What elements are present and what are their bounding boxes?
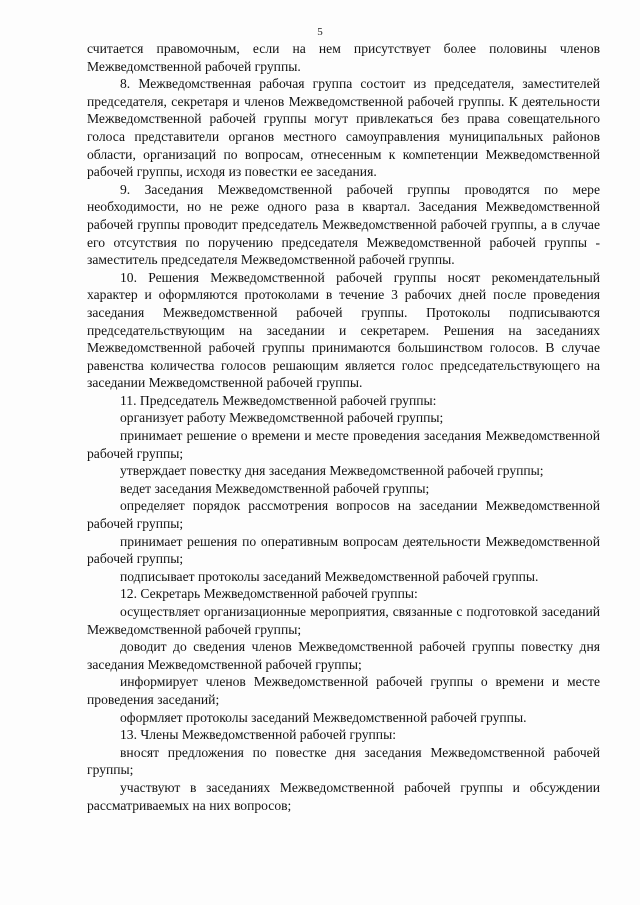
page-number: 5 [317, 26, 323, 38]
chair-duty-leads-meetings: ведет заседания Межведомственной рабочей группы; [120, 480, 430, 496]
secretary-duty-informs-agenda: доводит до сведения членов Межведомственной рабочей группы повестку дня заседания Межведомственной рабочей группы; [87, 639, 600, 672]
chair-duty-decides-time: принимает решение о времени и месте проведения заседания Межведомственной рабочей группы; [87, 428, 600, 461]
paragraph-continuation: считается правомочным, если на нем присутствует более половины членов Межведомственной рабочей группы. [87, 41, 600, 74]
member-duty-participates: участвуют в заседаниях Межведомственной рабочей группы и обсуждении рассматриваемых на них вопросов; [87, 779, 600, 813]
secretary-duty-protocols: оформляет протоколы заседаний Межведомственной рабочей группы. [120, 709, 527, 725]
paragraph-item-13-heading: 13. Члены Межведомственной рабочей группы: [120, 727, 396, 743]
paragraph-item-10: 10. Решения Межведомственной рабочей группы носят рекомендательный характер и оформляются протоколами в течение 3 рабочих дней после проведения заседания Межведомственной рабочей группы. Протоколы подписываются председательствующим на заседании и секретарем. Решения на заседаниях Межведомственной рабочей группы принимаются большинством голосов. В случае равенства количества голосов решающим является голос председательствующего на заседании Межведомственной рабочей группы. [87, 269, 600, 391]
chair-duty-approves-agenda: утверждает повестку дня заседания Межведомственной рабочей группы; [120, 463, 544, 479]
chair-duty-organizes: организует работу Межведомственной рабочей группы; [120, 410, 444, 426]
member-duty-proposals: вносят предложения по повестке дня заседания Межведомственной рабочей группы; [87, 744, 600, 778]
secretary-duty-organizes: осуществляет организационные мероприятия, связанные с подготовкой заседаний Межведомственной рабочей группы; [87, 604, 600, 637]
paragraph-item-9: 9. Заседания Межведомственной рабочей группы проводятся по мере необходимости, но не реже одного раза в квартал. Заседания Межведомственной рабочей группы проводит председатель Межведомственной рабочей группы, а в случае его отсутствия по поручению председателя Межведомственной рабочей группы - заместитель председателя Межведомственной рабочей группы. [87, 181, 600, 268]
chair-duty-signs-protocols: подписывает протоколы заседаний Межведомственной рабочей группы. [120, 568, 539, 584]
paragraph-item-12-heading: 12. Секретарь Межведомственной рабочей группы: [120, 586, 418, 602]
document-body [87, 40, 600, 814]
secretary-duty-informs-time: информирует членов Межведомственной рабочей группы о времени и месте проведения заседаний; [87, 674, 600, 707]
chair-duty-operational-decisions: принимает решения по оперативным вопросам деятельности Межведомственной рабочей группы; [87, 533, 600, 567]
paragraph-item-8: 8. Межведомственная рабочая группа состоит из председателя, заместителей председателя, секретаря и членов Межведомственной рабочей группы. К деятельности Межведомственной рабочей группы могут привлекаться без права совещательного голоса представители органов местного самоуправления муниципальных районов области, организаций по вопросам, отнесенным к компетенции Межведомственной рабочей группы, исходя из повестки ее заседания. [87, 76, 600, 180]
chair-duty-determines-order: определяет порядок рассмотрения вопросов на заседании Межведомственной рабочей группы; [87, 498, 600, 532]
paragraph-item-11-heading: 11. Председатель Межведомственной рабочей группы: [120, 392, 437, 408]
